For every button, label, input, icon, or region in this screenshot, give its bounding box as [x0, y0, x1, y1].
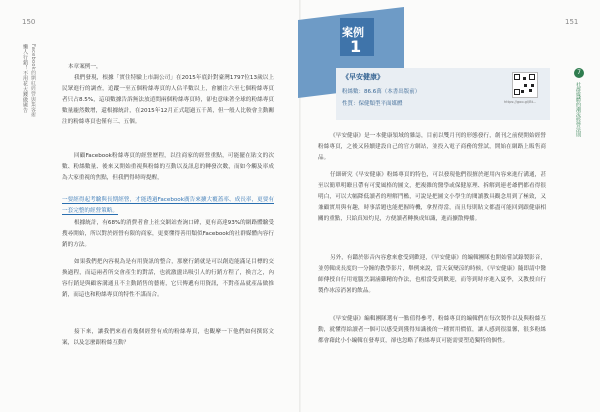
left-para-4: 如果我們把內容視為是有用資訊的整合，那麼行銷就是可以創造能滿足目標的交換過程，而這兩者所交會產生的對話，也就激盪出吸引人的行銷方程了，換言之，內容行銷是與顧客溝通且不主動銷售的藝術，它只傳遞有用資訊，不對產品就產品做推銷，而這也和粉絲專頁的特性不謀而合。 — [62, 259, 274, 298]
left-para-2: 回顧Facebook粉絲專頁的經營歷程，以往商家的經營重點，可能擺在貼文的次數、粉絲數量、後來又開始重視與粉絲的互動以及訊息的轉發次數，而如今觸及率成為大家重視的焦點，但我們得時時提醒， — [62, 153, 274, 181]
case-label: 案例 — [342, 26, 364, 39]
left-para-3: 根據統計，有68%的消費者會上社交網站查詢口碑，更有高達93%的網路體驗受搜尋開始，所以對於經營有限的商家，更要懂得善用類似Facebook的社群媒體內容行銷的方法。 — [62, 220, 274, 248]
chapter-running-title: 社群媒體的潮流經營法則 — [575, 82, 581, 137]
qr-code-icon — [512, 72, 538, 98]
right-para-3: 另外，有鑑於影音內容愈來愈受到歡迎，《早安健康》的編輯團隊也開始嘗試錄製影音，並剪輯成長度約一分鐘的教學影片，舉例來說，當天氣變涼的時候，《早安健康》隨即請中醫師傳授自行用電腦烹調滷雞精的作法，也相當受到歡迎，而等到時序進入夏季，又教授自行製作冰涼消暑的飲品。 — [318, 255, 546, 294]
right-para-2: 仔細研究《早安健康》粉絲專頁的特色，可以發現他們很擅於運用內容來進行溝通，甚至以簡單明瞭且帶有可愛風格的圖文，把複雜的醫學或保健原理、拆解到連老爺們都看得很明白，可以大幅降低讀者的理解門檻，可說是把圖文小學生的閱讀教具觀念用到了極致，又兼顧實用與有趣，時事話題也能把握時機，拿捏得當，而且每則貼文都盡可能回到跟健康相關的重點，只給真知灼見，方便讀者轉換成知識，進而擴散傳播。 — [318, 172, 546, 222]
left-para-5: 接下來，讓我們來看看幾個經營有成的粉絲專頁，也觀摩一下他們如何撰寫文案，以及怎麼跟粉絲互動？ — [62, 329, 274, 346]
chapter-number-badge: 7 — [574, 68, 584, 78]
left-para-1: 我們發現，根據「實住特驗上市調公司」在2015年底針對臺灣1797位13歲以上民眾進行的調查，追蹤一至五個粉絲專頁的人佔半數以上，會屬注六至七個粉絲專頁者只占8.5%，這項數據告訴無法放逍問兩個粉絲專頁時，卻也意味著全球的粉絲專頁數量龐然數增，還根據統計，在2015年12月正式超過五千萬，但一般人比較會主動關注的粉絲專頁也僅有三、五個。 — [62, 75, 274, 125]
case-card-fans: 粉絲數：86.6萬（本書出版前） — [342, 89, 421, 95]
left-para-2-highlight — [62, 195, 274, 217]
case-card-title: 《早安健康》 — [342, 73, 384, 81]
left-para-intro: 本章案例一， — [68, 64, 102, 70]
case-card-type: 性質：保健類型平面媒體 — [342, 101, 403, 107]
left-running-title: 懶人行銷！不用花大錢做廣告 — [22, 44, 28, 113]
qr-url: https://goo.gl/Bt... — [504, 100, 537, 104]
right-para-1: 《早安健康》是一本健康領域的雜誌，目前以雙月刊的形態發行，創刊之前便開始經營粉絲專頁，之後又陸續建設自己的官方網站，並投入電子商務的營試，開始在網路上販售商品。 — [318, 133, 546, 161]
right-para-4: 《早安健康》編輯團隊選有一點值得參考，粉絲專頁的編輯們在每次製作以及與粉絲互動，就懂得給讀者一個可以感受到獲得知識後的一種實用價值，讓人感到很溫馨，很多粉絲都會藉此小小編輯在發專頁，卻也忽略了粉絲專頁可能需要塑造獨特的個性。 — [318, 316, 546, 344]
highlight-text: 一要經得起考驗與長期經營，才能透過Facebook廣告來擴大覆蓋率、成長率，更要有一套完整的經營策略。 — [62, 197, 274, 214]
case-number: 1 — [350, 37, 362, 56]
page-number-left: 150 — [22, 18, 36, 26]
page-number-right: 151 — [565, 18, 579, 26]
left-running-subtitle: Facebook的網紅經營與集客術 — [30, 44, 36, 118]
